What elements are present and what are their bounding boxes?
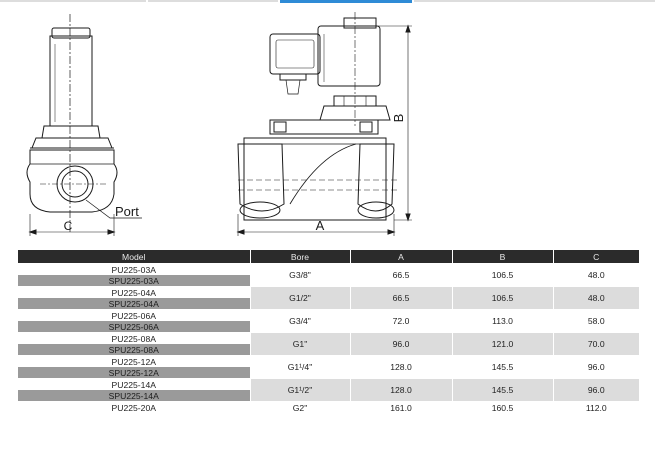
- tab-strip-segment: [414, 0, 655, 2]
- body-end-right: [358, 144, 394, 211]
- model-cell: PU225-04A: [18, 287, 250, 299]
- a-cell: 66.5: [350, 287, 452, 310]
- header-a: A: [350, 250, 452, 264]
- c-cell: 112.0: [553, 402, 639, 414]
- table-row: [18, 333, 639, 345]
- a-cell: 66.5: [350, 264, 452, 287]
- spec-table: [18, 250, 639, 413]
- b-cell: 160.5: [452, 402, 553, 414]
- dim-c-label: C: [63, 219, 73, 233]
- diaphragm-curve: [290, 144, 356, 204]
- bore-cell: G3/4": [250, 310, 350, 333]
- model-cell: SPU225-12A: [18, 367, 250, 379]
- c-cell: 96.0: [553, 379, 639, 402]
- table-row: [18, 310, 639, 322]
- table-row: [18, 264, 639, 276]
- dim-c-arrow-left: [30, 230, 36, 234]
- b-cell: 121.0: [452, 333, 553, 356]
- a-cell: 161.0: [350, 402, 452, 414]
- dim-b-label: B: [391, 113, 406, 123]
- c-cell: 48.0: [553, 264, 639, 287]
- tab-strip-active-segment: [280, 0, 412, 3]
- coil-front: [318, 26, 380, 86]
- model-cell: PU225-08A: [18, 333, 250, 345]
- c-cell: 58.0: [553, 310, 639, 333]
- c-cell: 96.0: [553, 356, 639, 379]
- dim-a-arrow-left: [238, 230, 244, 234]
- model-cell: PU225-03A: [18, 264, 250, 276]
- connector-cable: [286, 80, 300, 94]
- table-row: [18, 379, 639, 391]
- flange-screw-left: [274, 122, 286, 132]
- bore-cell: G3/8": [250, 264, 350, 287]
- c-cell: 70.0: [553, 333, 639, 356]
- right-end-curve: [358, 202, 394, 218]
- bonnet-nut: [42, 126, 100, 138]
- header-bore: Bore: [250, 250, 350, 264]
- b-cell: 106.5: [452, 264, 553, 287]
- tab-strip-segment: [148, 0, 278, 2]
- model-cell: SPU225-08A: [18, 344, 250, 356]
- valve-dimension-drawing: [0, 4, 655, 244]
- coil-body: [50, 36, 92, 126]
- header-b: B: [452, 250, 553, 264]
- header-model: Model: [18, 250, 250, 264]
- model-cell: SPU225-06A: [18, 321, 250, 333]
- valve-body-front: [244, 138, 386, 220]
- header-c: C: [553, 250, 639, 264]
- bore-cell: G1/2": [250, 287, 350, 310]
- model-cell: SPU225-04A: [18, 298, 250, 310]
- b-cell: 106.5: [452, 287, 553, 310]
- tab-strip-segment: [0, 0, 146, 2]
- left-end-curve: [240, 202, 280, 218]
- model-cell: PU225-06A: [18, 310, 250, 322]
- front-view: [238, 12, 412, 236]
- b-cell: 113.0: [452, 310, 553, 333]
- table-row: [18, 356, 639, 368]
- dim-a-arrow-right: [388, 230, 394, 234]
- a-cell: 128.0: [350, 356, 452, 379]
- top-tab-strip: [0, 0, 655, 3]
- b-cell: 145.5: [452, 379, 553, 402]
- b-cell: 145.5: [452, 356, 553, 379]
- valve-body-side: [27, 150, 117, 212]
- dim-b-arrow-top: [406, 26, 410, 32]
- dim-a-label: A: [315, 218, 325, 233]
- flange-screw-right: [360, 122, 372, 132]
- table-header-row: [18, 250, 639, 264]
- dim-b-arrow-bottom: [406, 214, 410, 220]
- bonnet: [32, 138, 112, 148]
- body-end-left: [238, 144, 284, 211]
- a-cell: 72.0: [350, 310, 452, 333]
- c-cell: 48.0: [553, 287, 639, 310]
- bore-cell: G1¹/2": [250, 379, 350, 402]
- side-view: [27, 14, 142, 236]
- model-cell: PU225-14A: [18, 379, 250, 391]
- coil-connector-inner: [276, 40, 314, 68]
- bore-cell: G2": [250, 402, 350, 414]
- connector-gland: [280, 74, 306, 80]
- model-cell: PU225-20A: [18, 402, 250, 414]
- dim-c-arrow-right: [108, 230, 114, 234]
- bore-cell: G1¹/4": [250, 356, 350, 379]
- model-cell: PU225-12A: [18, 356, 250, 368]
- table-row: [18, 402, 639, 414]
- model-cell: SPU225-03A: [18, 275, 250, 287]
- a-cell: 128.0: [350, 379, 452, 402]
- a-cell: 96.0: [350, 333, 452, 356]
- model-cell: SPU225-14A: [18, 390, 250, 402]
- port-label: Port: [115, 204, 139, 219]
- table-row: [18, 287, 639, 299]
- bore-cell: G1": [250, 333, 350, 356]
